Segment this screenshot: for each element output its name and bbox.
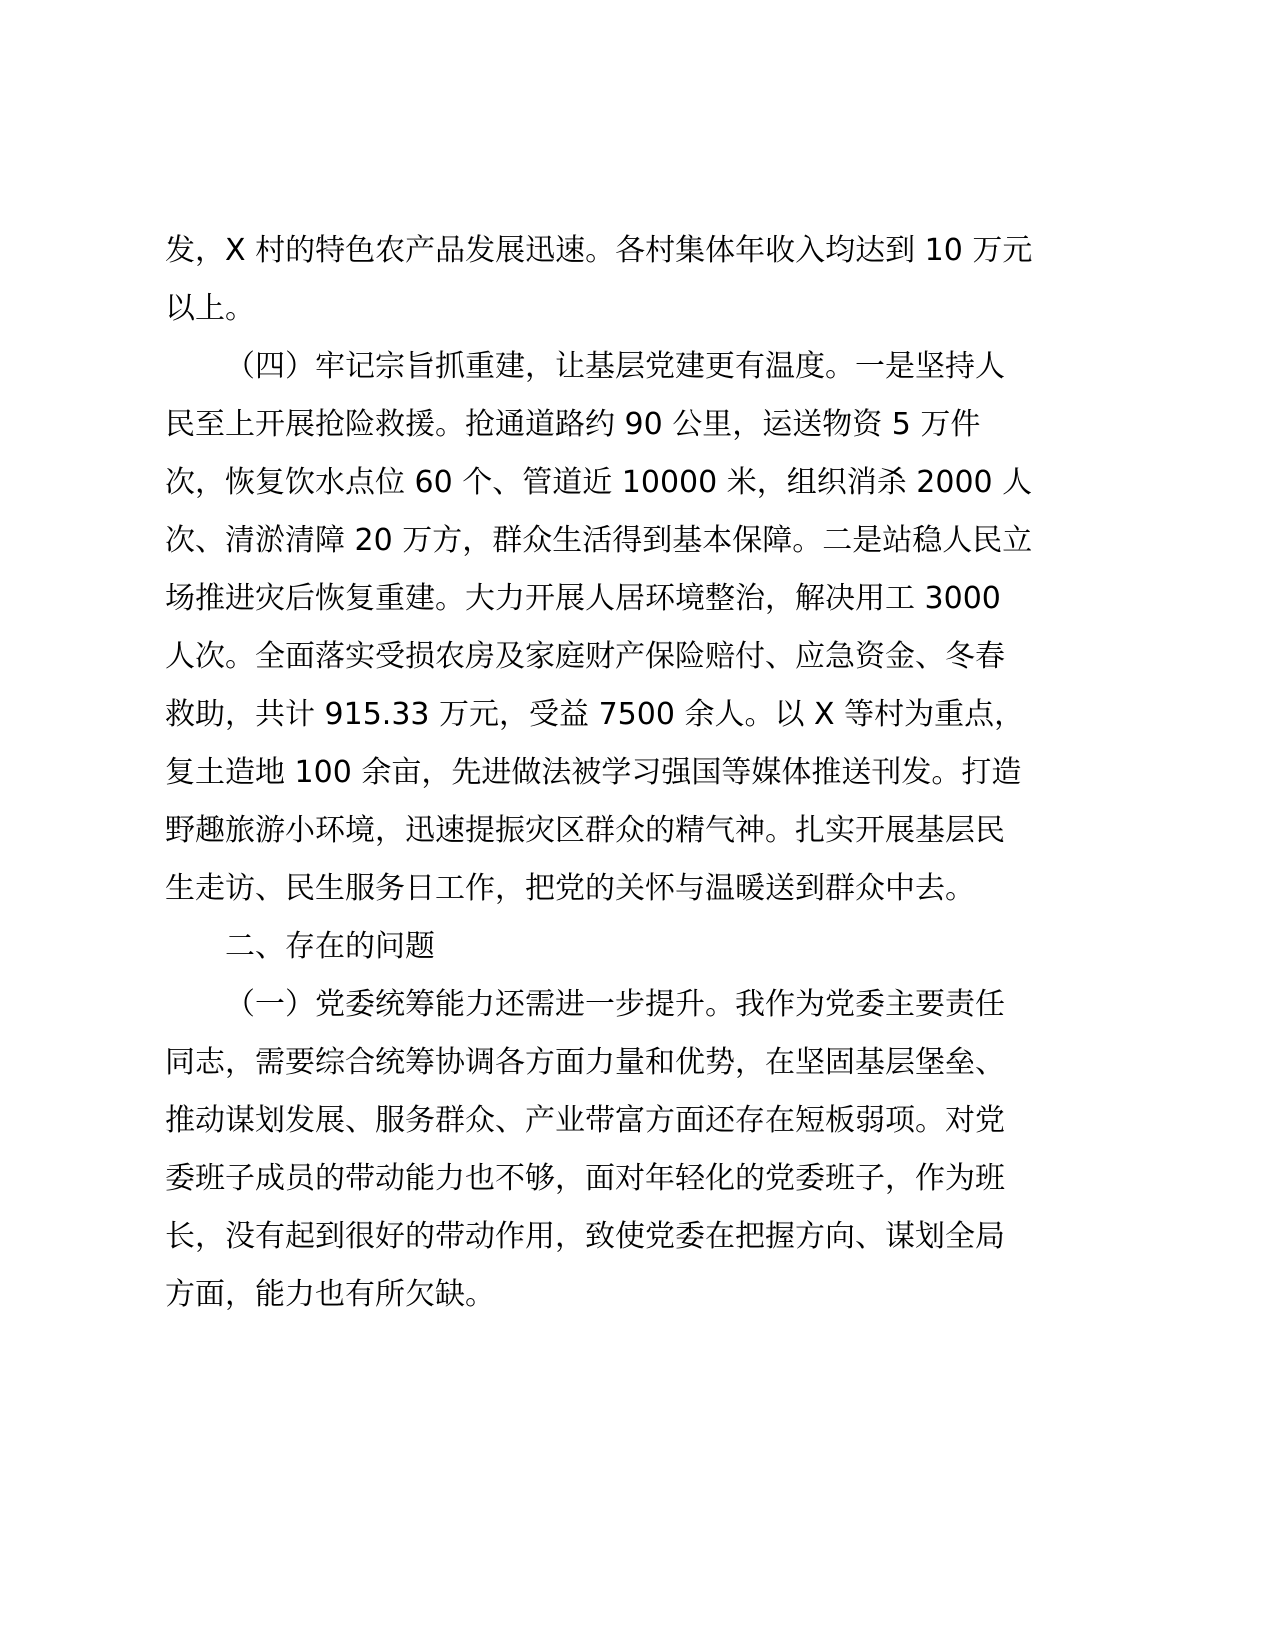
text-line: 长，没有起到很好的带动作用，致使党委在把握方向、谋划全局 <box>165 1219 1005 1254</box>
text-line: 复土造地 100 余亩，先进做法被学习强国等媒体推送刊发。打造 <box>165 755 1022 790</box>
text-line: 发，X 村的特色农产品发展迅速。各村集体年收入均达到 10 万元 <box>165 233 1033 268</box>
text-line: 人次。全面落实受损农房及家庭财产保险赔付、应急资金、冬春 <box>165 639 1005 674</box>
section-heading-problems: 二、存在的问题 <box>225 929 435 964</box>
text-line: 民至上开展抢险救援。抢通道路约 90 公里，运送物资 5 万件 <box>165 407 981 442</box>
text-line: 生走访、民生服务日工作，把党的关怀与温暖送到群众中去。 <box>165 871 975 906</box>
text-line: 救助，共计 915.33 万元，受益 7500 余人。以 X 等村为重点， <box>165 697 1025 732</box>
text-line: 场推进灾后恢复重建。大力开展人居环境整治，解决用工 3000 <box>165 581 1001 616</box>
text-line: 方面，能力也有所欠缺。 <box>165 1277 495 1312</box>
text-line: 次，恢复饮水点位 60 个、管道近 10000 米，组织消杀 2000 人 <box>165 465 1033 500</box>
text-line: 委班子成员的带动能力也不够，面对年轻化的党委班子，作为班 <box>165 1161 1005 1196</box>
document-body <box>165 222 1125 1324</box>
paragraph-heading-one: （一）党委统筹能力还需进一步提升。我作为党委主要责任 <box>225 987 1005 1022</box>
paragraph-heading-four: （四）牢记宗旨抓重建，让基层党建更有温度。一是坚持人 <box>225 349 1005 384</box>
text-line: 野趣旅游小环境，迅速提振灾区群众的精气神。扎实开展基层民 <box>165 813 1005 848</box>
text-line: 同志，需要综合统筹协调各方面力量和优势，在坚固基层堡垒、 <box>165 1045 1005 1080</box>
text-line: 以上。 <box>165 291 255 326</box>
text-line: 推动谋划发展、服务群众、产业带富方面还存在短板弱项。对党 <box>165 1103 1005 1138</box>
text-line: 次、清淤清障 20 万方，群众生活得到基本保障。二是站稳人民立 <box>165 523 1033 558</box>
